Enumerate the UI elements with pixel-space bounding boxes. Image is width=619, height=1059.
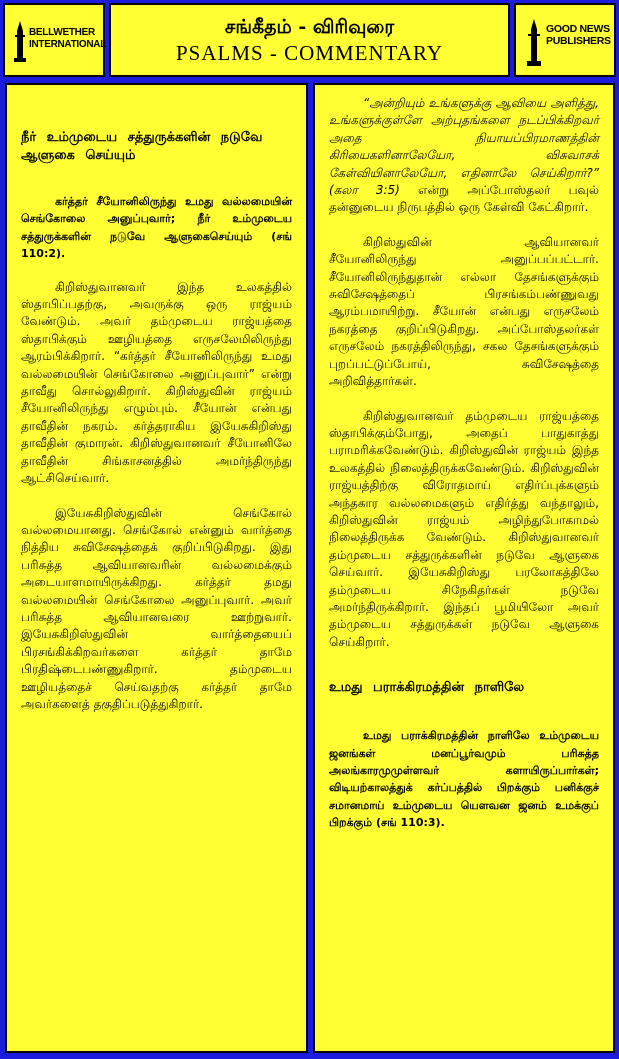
title-box <box>109 3 510 77</box>
section-heading: உமது பராக்கிரமத்தின் நாளிலே <box>329 680 525 696</box>
bellwether-logo <box>3 3 105 77</box>
logo-line2: PUBLISHERS <box>546 35 611 47</box>
left-column <box>5 83 308 1053</box>
logo-line2: INTERNATIONAL <box>29 39 107 50</box>
header <box>3 3 616 77</box>
logo-line1: BELLWETHER <box>29 27 95 38</box>
page-title-tamil: சங்கீதம் - விரிவுரை <box>224 16 395 38</box>
paragraph: கிறிஸ்துவின் ஆவியானவர் சீயோனிலிருந்து அனுப்பப்பட்டார். சீயோனிலிருந்துதான் எல்லா தேசங்களுக்கும் சுவிசேஷத்தைப் பிரசங்கம்பண்ணுவது ஆரம்பமாயிற்று. சீயோன் என்பது எருசலேம் நகரத்தை குறிப்பிடுகிறது. அப்போஸ்தலர்கள் எருசலேம் நகரத்திலிருந்து, சகல தேசங்களுக்கும் புறப்பட்டுப்போய், சுவிசேஷத்தை அறிவித்தார்கள். <box>329 234 599 389</box>
paragraph: இயேசுகிறிஸ்துவின் செங்கோல் வல்லமையானது. செங்கோல் என்னும் வார்த்தை நித்திய சுவிசேஷத்தைக் குறிப்பிடுகிறது. இது பரிசுத்த ஆவியானவரின் வல்லமைக்கும் அடையாளமாயிருக்கிறது. கர்த்தர் தமது வல்லமையின் செங்கோலை அனுப்புவார். அவர் பரிசுத்த ஆவியானவரை ஊற்றுவார். இயேசுகிறிஸ்துவின் வார்த்தையைப் பிரசங்கிக்கிறவர்களை கர்த்தர் தாமே பிரதிஷ்டைபண்ணுகிறார். தம்முடைய ஊழியத்தைச் செய்வதற்கு கர்த்தர் தாமே அவர்களைத் தகுதிப்படுத்துகிறார். <box>21 505 292 711</box>
tower-icon <box>526 19 542 67</box>
logo-line1: GOOD NEWS <box>546 23 610 35</box>
paragraph <box>329 95 599 217</box>
paragraph: கிறிஸ்துவானவர் இந்த உலகத்தில் ஸ்தாபிப்பதற்கு, அவருக்கு ஒரு ராஜ்யம் வேண்டும். அவர் தம்முடைய ராஜ்யத்தை ஸ்தாபிக்கும் ஊழியத்தை எருசலேமிலிருந்து ஆரம்பிக்கிறார். “கர்த்தர் சீயோனிலிருந்து உமது வல்லமையின் செங்கோலை அனுப்புவார்” என்று தாவீது சொல்லுகிறார். கிறிஸ்துவின் ராஜ்யம் சீயோனிலிருந்து எழும்பும். சீயோன் என்பது தாவீதின் நகரம். கர்த்தராகிய இயேசுகிறிஸ்து தாவீதின் குமாரன். கிறிஸ்துவானவர் சீயோனிலே தாவீதின் சிங்காசனத்தில் அமர்ந்திருந்து ஆட்சிசெய்வார். <box>21 279 292 486</box>
verse-quote: உமது பராக்கிரமத்தின் நாளிலே உம்முடைய ஜனங்கள் மனப்பூர்வமும் பரிசுத்த அலங்காரமுமுள்ளவர் களாயிருப்பார்கள்; விடியற்காலத்துக் கர்ப்பத்தில் பிறக்கும் பனிக்குச் சமானமாய் உம்முடைய யௌவன ஜனம் உமக்குப் பிறக்கும் (சங் 110:3). <box>329 729 599 830</box>
page-title-english: PSALMS - COMMENTARY <box>175 41 444 65</box>
good-news-logo <box>514 3 616 77</box>
scripture-quote: “அன்றியும் உங்களுக்கு ஆவியை அளித்து, உங்களுக்குள்ளே அற்புதங்களை நடப்பிக்கிறவர் அதை நியாயப்பிரமாணத்தின் கிரியைகளினாலேயோ, விசுவாசக் கேள்வியினாலேயோ, எதினாலே செய்கிறார்?” <box>329 96 599 180</box>
verse-quote: கர்த்தர் சீயோனிலிருந்து உமது வல்லமையின் செங்கோலை அனுப்புவார்; நீர் உம்முடைய சத்துருக்களின் நடுவே ஆளுகைசெய்யும் (சங் 110:2). <box>21 195 292 261</box>
right-column <box>313 83 615 1053</box>
tower-icon <box>13 21 27 63</box>
paragraph-tail: என்று அப்போஸ்தலர் பவுல் தன்னுடைய நிருபத்தில் ஒரு கேள்வி கேட்கிறார். <box>329 183 599 215</box>
section-heading: நீர் உம்முடைய சத்துருக்களின் நடுவே ஆளுகை செய்யும் <box>21 130 263 163</box>
paragraph: கிறிஸ்துவானவர் தம்முடைய ராஜ்யத்தை ஸ்தாபிக்கும்போது, அதைப் பாதுகாத்து பராமரிக்கவேண்டும். கிறிஸ்துவின் ராஜ்யம் இந்த உலகத்தில் நிலைத்திருக்கவேண்டும். கிறிஸ்துவின் ராஜ்யத்திற்கு விரோதமாய் எதிர்ப்புக்களும் அந்தகார வல்லமைகளும் எதிர்த்து வந்தாலும், கிறிஸ்துவின் ராஜ்யம் அழிந்துபோகாமல் நிலைத்திருக்க வேண்டும். கிறிஸ்துவானவர் தம்முடைய சத்துருக்களின் நடுவே ஆளுகை செய்வார். இயேசுகிறிஸ்து பரலோகத்திலே தம்முடைய சிநேகிதர்கள் நடுவே அமர்ந்திருக்கிறார். இந்தப் பூமியிலோ அவர் தம்முடைய சத்துருக்கள் நடுவே ஆளுகை செய்கிறார். <box>329 408 599 649</box>
scripture-reference: (கலா 3:5) <box>329 183 400 198</box>
